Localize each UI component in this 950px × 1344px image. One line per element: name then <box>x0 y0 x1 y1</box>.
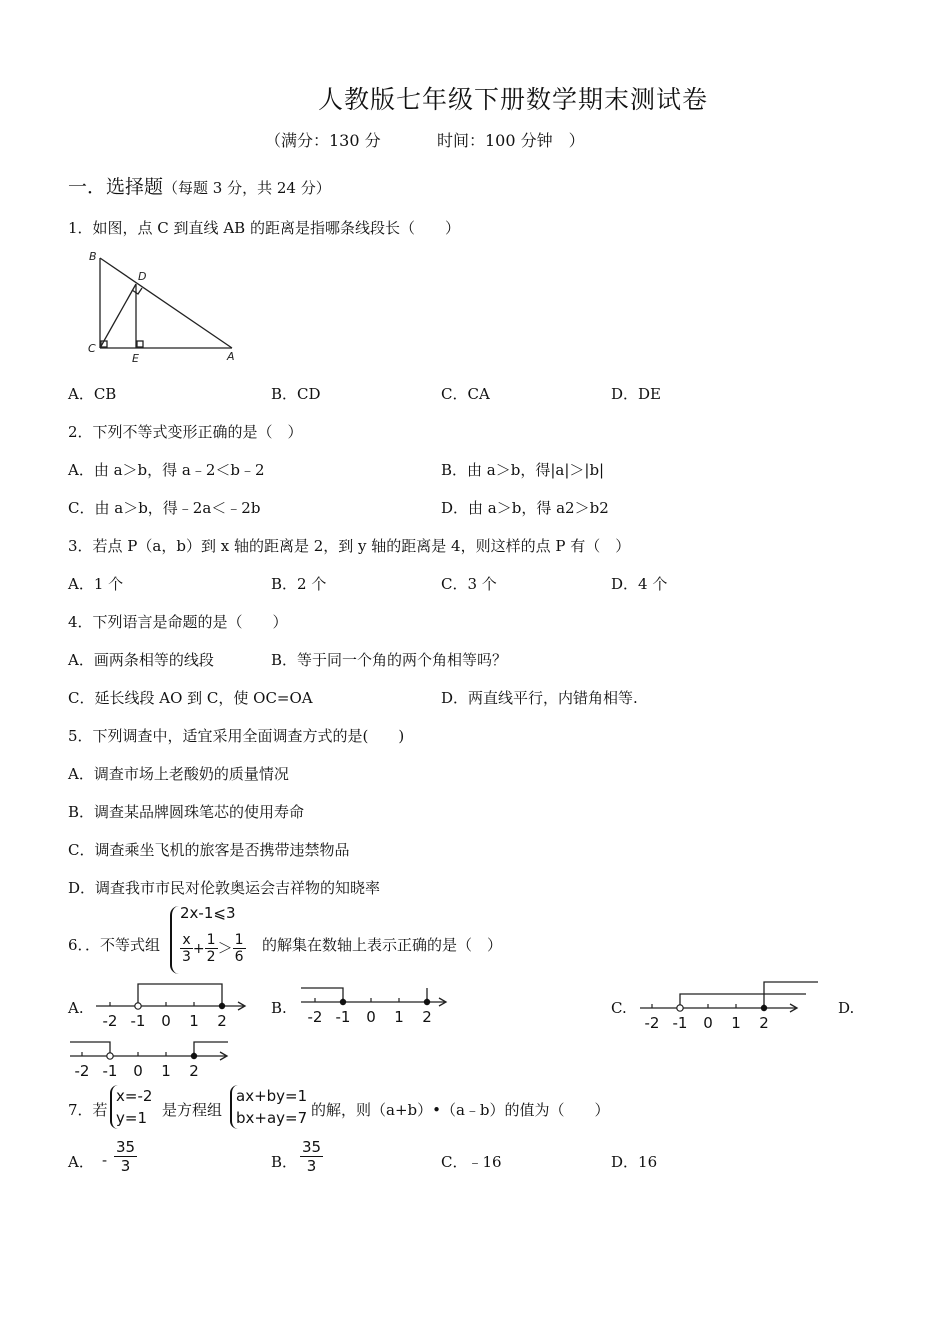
question-1-stem: 1．如图，点 C 到直线 AB 的距离是指哪条线段长（ ） <box>68 219 460 237</box>
question-6-option-b-letter[interactable]: B. <box>271 999 287 1017</box>
section-label: 一．选择题 <box>68 176 164 198</box>
tick-label-0: 0 <box>703 1014 713 1032</box>
question-2-option-a[interactable]: A．由 a＞b，得 a﹣2＜b﹣2 <box>68 461 265 479</box>
question-3-option-b[interactable]: B．2 个 <box>271 575 327 593</box>
question-7-option-a-fraction[interactable] <box>114 1138 137 1175</box>
question-4-option-b[interactable]: B．等于同一个角的两个角相等吗？ <box>271 651 508 669</box>
question-5-option-d[interactable]: D．调查我市市民对伦敦奥运会吉祥物的知晓率 <box>68 879 381 897</box>
option-b-denominator: 3 <box>306 1157 317 1175</box>
solution-x: x=-2 <box>116 1087 153 1105</box>
question-6-option-d-numberline[interactable] <box>66 1036 231 1084</box>
question-4-option-d[interactable]: D．两直线平行，内错角相等. <box>441 689 638 707</box>
tick-label-neg2: -2 <box>644 1014 660 1032</box>
tick-label-2: 2 <box>759 1014 769 1032</box>
system-line-2: $\frac{x}{3}$ + $\frac{1}{2}$ ＞ $\frac{1}{6}$ <box>182 932 244 965</box>
solution-y: y=1 <box>116 1109 147 1127</box>
tick-label-0: 0 <box>161 1012 171 1030</box>
tick-label-neg1: -1 <box>130 1012 146 1030</box>
question-2-option-b[interactable]: B．由 a＞b，得|a|＞|b| <box>441 461 605 479</box>
question-2-option-c[interactable]: C．由 a＞b，得﹣2a＜﹣2b <box>68 499 261 517</box>
question-6-prefix: 6．．不等式组 <box>68 936 161 954</box>
section-note: （每题 3 分，共 24 分） <box>163 179 331 197</box>
score-info: （满分：130 分 <box>265 131 381 150</box>
option-b-numerator: 35 <box>302 1138 322 1156</box>
equation-1: ax+by=1 <box>236 1087 308 1105</box>
question-7-option-c[interactable]: C．﹣16 <box>441 1153 502 1171</box>
question-4-option-c[interactable]: C．延长线段 AO 到 C，使 OC=OA <box>68 689 313 707</box>
question-6-inequality-system <box>170 904 260 976</box>
time-info: 时间：100 分钟 ） <box>437 131 585 150</box>
question-4-option-a[interactable]: A．画两条相等的线段 <box>68 651 214 669</box>
question-3-option-d[interactable]: D．4 个 <box>611 575 668 593</box>
frac-num-r1: 1 <box>234 932 244 948</box>
section-heading <box>68 172 331 199</box>
question-3-stem: 3．若点 P（a，b）到 x 轴的距离是 2，到 y 轴的距离是 4，则这样的点 P 有（ ） <box>68 537 631 555</box>
tick-label-neg1: -1 <box>672 1014 688 1032</box>
tick-label-neg2: -2 <box>102 1012 118 1030</box>
question-5-option-a[interactable]: A．调查市场上老酸奶的质量情况 <box>68 765 289 783</box>
question-2-stem: 2．下列不等式变形正确的是（ ） <box>68 423 303 441</box>
question-7-solution-system <box>110 1085 152 1133</box>
tick-label-2: 2 <box>217 1012 227 1030</box>
page-title: 人教版七年级下册数学期末测试卷 <box>318 85 709 114</box>
segment-ba <box>100 258 232 348</box>
question-7-mid: 是方程组 <box>162 1101 223 1119</box>
option-a-denominator: 3 <box>120 1157 131 1175</box>
system-line-1: 2x-1⩽3 <box>180 904 236 922</box>
question-7-option-b-fraction[interactable] <box>300 1138 323 1175</box>
question-1-figure <box>62 248 252 372</box>
tick-label-1: 1 <box>731 1014 741 1032</box>
question-6-option-d-letter[interactable]: D. <box>838 999 855 1017</box>
question-7-option-a-letter[interactable]: A． <box>68 1153 94 1171</box>
frac-num-x: x <box>180 932 193 949</box>
label-d: D <box>138 270 147 283</box>
tick-label-0: 0 <box>366 1008 376 1026</box>
frac-den-2: 2 <box>206 949 216 965</box>
right-angle-e <box>137 341 143 347</box>
tick-label-1: 1 <box>161 1062 171 1080</box>
tick-label-neg2: -2 <box>307 1008 323 1026</box>
question-7-suffix: 的解，则（a+b）•（a﹣b）的值为（ ） <box>311 1101 610 1119</box>
question-6-option-c-numberline[interactable] <box>636 978 820 1034</box>
question-5-option-b[interactable]: B．调查某品牌圆珠笔芯的使用寿命 <box>68 803 305 821</box>
question-1-option-b[interactable]: B．CD <box>271 385 321 403</box>
question-7-option-a-sign: - <box>102 1151 108 1169</box>
option-a-numerator: 35 <box>116 1138 136 1156</box>
question-6-option-a-letter[interactable]: A. <box>68 999 84 1017</box>
frac-den-6: 6 <box>234 949 244 965</box>
question-7-prefix: 7．若 <box>68 1101 108 1119</box>
equation-2: bx+ay=7 <box>236 1109 308 1127</box>
question-6-option-a-numberline[interactable] <box>92 980 252 1032</box>
tick-label-1: 1 <box>189 1012 199 1030</box>
gt-sign: ＞ <box>217 939 233 957</box>
question-4-stem: 4．下列语言是命题的是（ ） <box>68 613 288 631</box>
tick-label-neg1: -1 <box>102 1062 118 1080</box>
system-brace <box>170 906 179 974</box>
segment-cd <box>100 284 136 348</box>
tick-label-2: 2 <box>422 1008 432 1026</box>
question-7-equation-system <box>230 1085 307 1133</box>
question-3-option-c[interactable]: C．3 个 <box>441 575 497 593</box>
question-7-option-b-letter[interactable]: B． <box>271 1153 298 1171</box>
label-c: C <box>88 342 96 355</box>
question-5-option-c[interactable]: C．调查乘坐飞机的旅客是否携带违禁物品 <box>68 841 350 859</box>
question-1-option-a[interactable]: A．CB <box>68 385 117 403</box>
question-6-option-b-numberline[interactable] <box>297 980 452 1032</box>
question-1-option-d[interactable]: D．DE <box>611 385 662 403</box>
question-1-option-c[interactable]: C．CA <box>441 385 490 403</box>
question-5-stem: 5．下列调查中，适宜采用全面调查方式的是( ) <box>68 727 405 745</box>
question-2-option-d[interactable]: D．由 a＞b，得 a2＞b2 <box>441 499 609 517</box>
tick-label-1: 1 <box>394 1008 404 1026</box>
frac-den-3: 3 <box>182 949 191 965</box>
tick-label-neg1: -1 <box>335 1008 351 1026</box>
tick-label-0: 0 <box>133 1062 143 1080</box>
tick-label-neg2: -2 <box>74 1062 90 1080</box>
label-a: A <box>227 350 235 363</box>
question-3-option-a[interactable]: A．1 个 <box>68 575 124 593</box>
tick-label-2: 2 <box>189 1062 199 1080</box>
question-6-option-c-letter[interactable]: C. <box>611 999 627 1017</box>
label-e: E <box>132 352 139 365</box>
question-6-suffix: 的解集在数轴上表示正确的是（ ） <box>262 936 503 954</box>
label-b: B <box>89 250 97 263</box>
frac-num-1: 1 <box>206 932 216 948</box>
question-7-option-d[interactable]: D．16 <box>611 1153 658 1171</box>
